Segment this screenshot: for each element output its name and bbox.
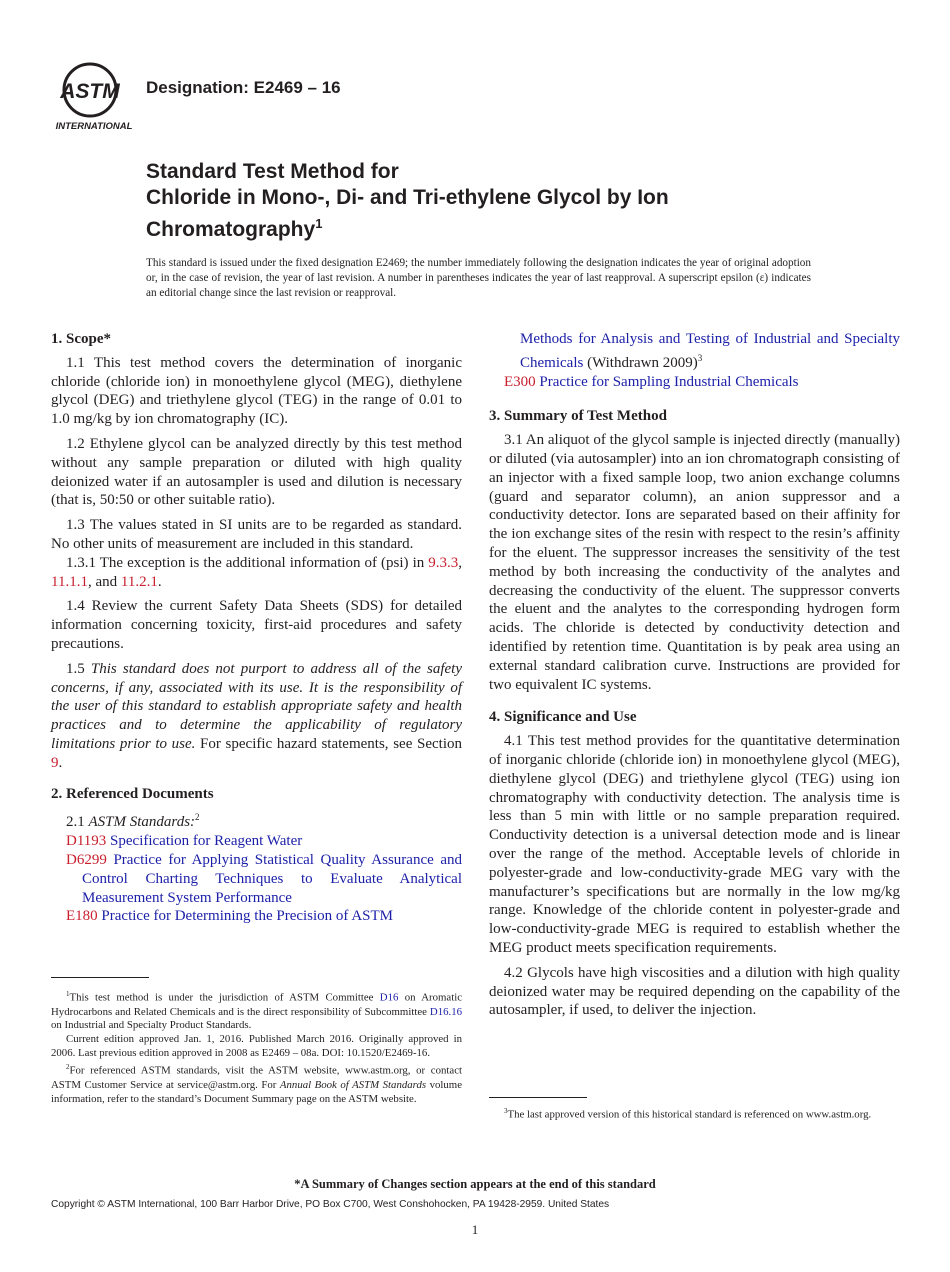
footnote-rule-right (489, 1097, 587, 1098)
footnote-3: $^3$The last approved version of this historical standard is referenced on www.astm.org. (504, 1107, 872, 1121)
copyright: Copyright © ASTM International, 100 Barr Harbor Drive, PO Box C700, West Conshohocken, PA 19428-2959. United States (51, 1199, 610, 1210)
ref-title[interactable]: Practice for Determining the Precision of ASTM (101, 908, 394, 925)
footnote-rule-left (51, 977, 149, 978)
issuance-note: This standard is issued under the fixed designation E2469; the number immediately following the designation indicates the year of original adoption or, in the case of revision, the year of last revision. A number in parentheses indicates the year of last reapproval. A superscript epsilon (ε) indicates an editorial change since the last revision or reapproval. (146, 257, 811, 299)
significance-heading: 4. Significance and Use (489, 709, 637, 726)
referenced-documents-heading: 2. Referenced Documents (51, 785, 214, 802)
ref-d1193 (51, 832, 462, 851)
para-1-4: 1.4 Review the current Safety Data Sheets (SDS) for detailed information concerning toxicity, first-aid procedures and safety precautions. (51, 598, 462, 652)
para-3-1: 3.1 An aliquot of the glycol sample is injected directly (manually) or diluted (via autosampler) into an ion chromatograph consisting of an injector with a fixed sample loop, two anion exchange columns (guard and separator column), an anion suppressor and a conductivity detector. Ions are separated based on their affinity for the ion exchange sites of the resin with respect to the resin’s affinity for the eluent. The suppressor increases the sensitivity of the test method by both increasing the conductivity of the analytes and decreasing the conductivity of the eluent. The suppressor converts the eluent and the analytes to the corresponding hydrogen form acids. The chloride is detected by conductivity detection and identified by retention time. Quantitation is by peak area using an external standard calibration curve. Instructions are provided for two equivalent IC systems. (489, 432, 900, 693)
link-section-9[interactable]: 9 (51, 754, 59, 771)
ref-code[interactable]: D6299 (66, 851, 107, 868)
summary-heading: 3. Summary of Test Method (489, 408, 667, 425)
link-9-3-3[interactable]: 9.3.3 (428, 554, 459, 571)
title-footnote-mark: 1 (315, 216, 323, 231)
ref-title-continued[interactable]: Methods for Analysis and Testing of Industrial and Specialty Chemicals (520, 331, 900, 371)
para-1-3-1: 1.3.1 The exception is the additional information of (psi) in 9.3.3, 11.1.1, and 11.2.1. (51, 554, 462, 590)
para-1-2: 1.2 Ethylene glycol can be analyzed directly by this test method without any sample preparation or diluted with high quality deionized water if an autosampler is used and dilution is necessary (that is, 50:50 or other suitable ratio). (51, 435, 462, 509)
title-line-3: Chromatography$^1$ (146, 216, 323, 241)
ref-code[interactable]: D1193 (66, 833, 107, 850)
para-1-1: 1.1 This test method covers the determination of inorganic chloride (chloride ion) in monoethylene glycol (MEG), diethylene glycol (DEG) and triethylene glycol (TEG) in the range of 0.01 to 1.0 mg/kg by ion chromatography (IC). (51, 354, 462, 428)
ref-code[interactable]: E180 (66, 908, 98, 925)
summary-of-changes-note: *A Summary of Changes section appears at the end of this standard (294, 1177, 656, 1191)
left-column (51, 330, 462, 926)
title-line-2: Chloride in Mono-, Di- and Tri-ethylene Glycol by Ion (146, 186, 669, 209)
ref-code[interactable]: E300 (504, 373, 536, 390)
page-number: 1 (471, 1222, 479, 1237)
footnote-2: $^2$For referenced ASTM standards, visit the ASTM website, www.astm.org, or contact ASTM Customer Service at service@astm.org. For Annual Book of ASTM Standards volume information, refer to the standard’s Document Summary page on the ASTM website. (51, 1063, 462, 1105)
link-d16-16[interactable]: D16.16 (429, 1005, 462, 1018)
ref-e180 (51, 907, 462, 926)
ref-title[interactable]: Practice for Applying Statistical Quality Assurance and Control Charting Techniques to Evaluate Analytical Measurement System Performance (82, 851, 463, 906)
right-column (489, 330, 900, 1026)
footnotes-left (51, 988, 462, 1106)
title-line-1: Standard Test Method for (146, 160, 399, 183)
footnote-1: $^1$This test method is under the jurisdiction of ASTM Committee D16 on Aromatic Hydrocarbons and Related Chemicals and is the direct responsibility of Subcommittee D16.16 on Industrial and Specialty Product Standards. (51, 990, 462, 1032)
footnote-1-current-edition: Current edition approved Jan. 1, 2016. Published March 2016. Originally approved in 2006. Last previous edition approved in 2008 as E2469 – 08a. DOI: 10.1520/E2469-16. (51, 1033, 462, 1060)
para-1-3: 1.3 The values stated in SI units are to be regarded as standard. No other units of measurement are included in this standard. (51, 517, 462, 552)
document-title (146, 159, 866, 243)
scope-heading: 1. Scope* (51, 331, 111, 347)
svg-text:ASTM: ASTM (60, 80, 120, 103)
ref-e300 (489, 373, 900, 392)
para-4-1: 4.1 This test method provides for the quantitative determination of inorganic chloride (chloride ion) in monoethylene glycol (MEG), diethylene glycol (DEG) and triethylene glycol (TEG) using ion chromatography with conductivity detection. The analysis time is less than 5 min with little or no sample preparation required. Conductivity detection is a universal detection mode and is linear over the range of the method. Acceptable levels of chloride in polyester-grade and low-conductivity-grade MEG vary with the manufacturer’s specifications but are normally in the low mg/kg range. Knowledge of the chloride content in polyester-grade and low-conductivity-grade MEG is required to establish whether the MEG product meets specification requirements. (489, 733, 900, 956)
ref-title[interactable]: Practice for Sampling Industrial Chemicals (539, 373, 799, 390)
link-11-1-1[interactable]: 11.1.1 (51, 573, 88, 590)
link-d16[interactable]: D16 (379, 991, 399, 1004)
astm-logo (52, 60, 136, 132)
ref-e180-continued: Methods for Analysis and Testing of Industrial and Specialty Chemicals (Withdrawn 2009)$^3$ (520, 331, 900, 371)
ref-d6299 (51, 851, 462, 907)
para-1-5: 1.5 This standard does not purport to address all of the safety concerns, if any, associated with its use. It is the responsibility of the user of this standard to establish appropriate safety and health practices and to determine the applicability of regulatory limitations prior to use. For specific hazard statements, see Section 9. (51, 660, 463, 771)
para-2-1: 2.1 ASTM Standards:$^2$ (66, 812, 200, 831)
ref-title[interactable]: Specification for Reagent Water (110, 833, 303, 850)
designation: Designation: E2469 – 16 (146, 78, 341, 97)
para-4-2: 4.2 Glycols have high viscosities and a dilution with high quality deionized water may be required depending on the capability of the autosampler, if used, to deliver the injection. (489, 964, 900, 1019)
link-11-2-1[interactable]: 11.2.1 (120, 573, 158, 590)
footnotes-right (489, 1105, 900, 1123)
svg-text:INTERNATIONAL: INTERNATIONAL (55, 121, 133, 132)
